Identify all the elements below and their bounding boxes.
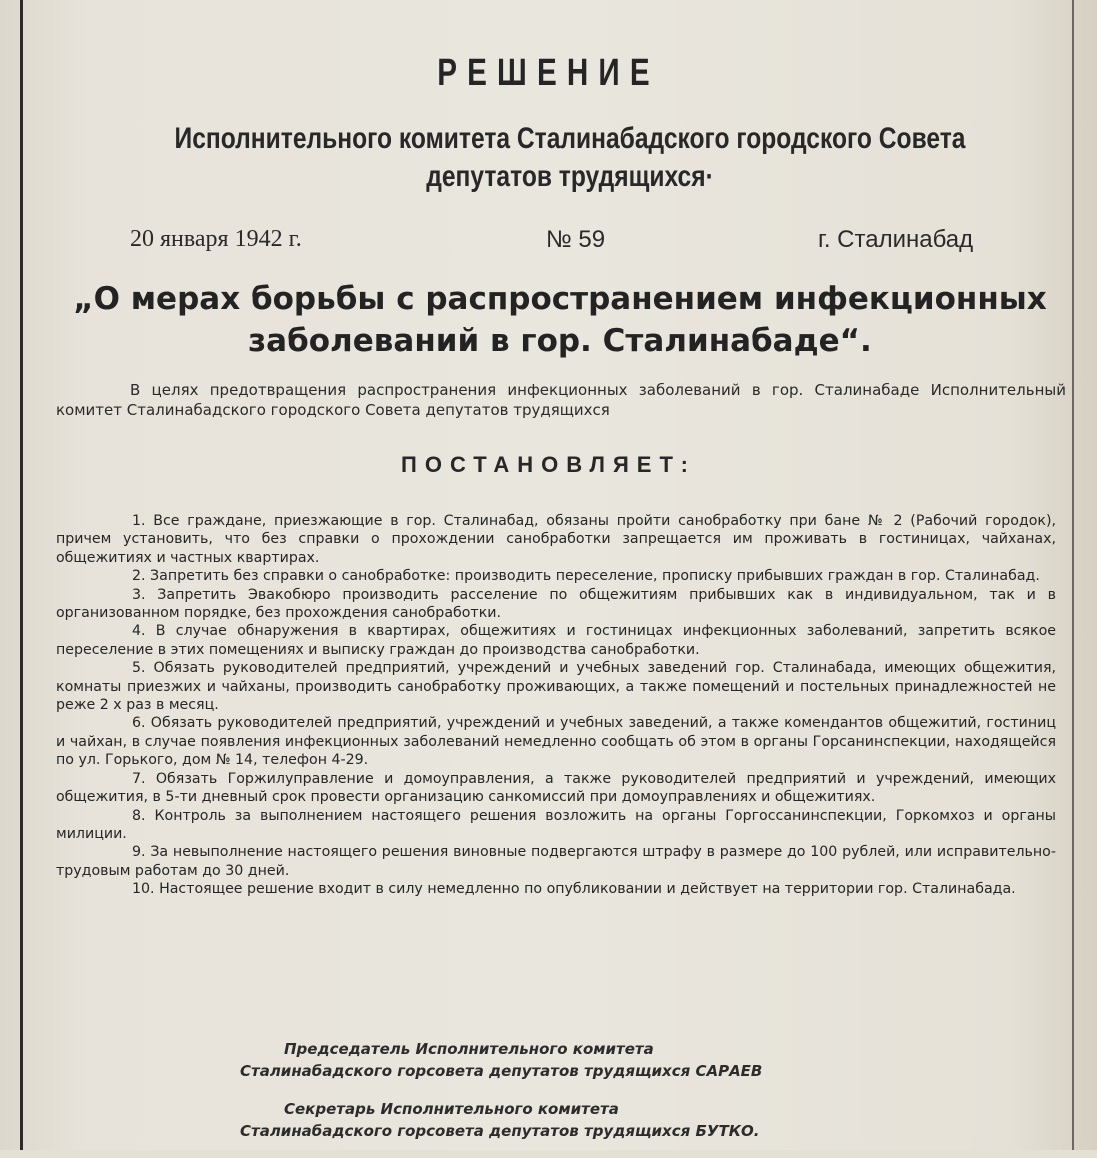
chair-name-line: Сталинабадского горсовета депутатов трудящихся САРАЕВ [240, 1062, 763, 1080]
decision-number: № 59 [546, 226, 606, 253]
resolution-item-6: 6. Обязать руководителей предприятий, учреждений и учебных заведений, а также комендантов общежитий, гостиниц и чайхан, в случае появления инфекционных заболеваний немедленно сообщать об этом в органы Горсанинспекции, находящейся по ул. Горького, дом № 14, телефон 4-29. [56, 715, 1056, 769]
resolution-item-8: 8. Контроль за выполнением настоящего решения возложить на органы Горгосcанинспекции, Горкомхоз и органы милиции. [56, 807, 1056, 842]
resolution-item-7: 7. Обязать Горжилуправление и домоуправления, а также руководителей предприятий и учреждений, имеющих общежития, в 5-ти дневный срок провести организацию санкомиссий при домоуправлениях и общежитиях. [56, 770, 1056, 806]
resolution-item-10: 10. Настоящее решение входит в силу немедленно по опубликовании и действует на территории гор. Сталинабада. [132, 881, 1016, 898]
resolution-item-4: 4. В случае обнаружения в квартирах, общежитиях и гостиницах инфекционных заболеваний, запретить всякое переселение в этих помещениях и выписку граждан до производства санобработки. [56, 623, 1056, 658]
resolution-item-5: 5. Обязать руководителей предприятий, учреждений и учебных заведений гор. Сталинабада, имеющих общежития, комнаты приезжих и чайханы, производить санобработку проживающих, а также помещений и постельных принадлежностей не реже 2 х раз в месяц. [56, 660, 1056, 714]
left-border-rule [20, 0, 23, 1150]
decision-date: 20 января 1942 г. [130, 226, 302, 252]
chair-title: Председатель Исполнительного комитета [284, 1040, 654, 1058]
resolution-item-1: 1. Все граждане, приезжающие в гор. Сталинабад, обязаны пройти санобработку при бане № 2 (Рабочий городок), причем установить, что без справки о прохождении санобработки запрещается им проживать в гостиницах, чайханах, общежитиях и частных квартирах. [56, 513, 1056, 566]
decision-title: „О мерах борьбы с распространением инфекционных заболеваний в гор. Сталинабаде“. [73, 281, 1047, 359]
resolution-item-2: 2. Запретить без справки о санобработке: производить переселение, прописку прибывших граждан в гор. Сталинабад. [132, 568, 1040, 585]
secretary-signature [240, 1098, 1020, 1142]
resolves-heading: ПОСТАНОВЛЯЕТ: [401, 452, 696, 477]
secretary-title: Секретарь Исполнительного комитета [284, 1100, 619, 1118]
resolution-items [56, 512, 1056, 899]
document-heading: РЕШЕНИЕ [437, 52, 660, 94]
issuing-body: Исполнительного комитета Сталинабадского городского Совета депутатов трудящихся· [174, 122, 966, 193]
chair-signature [240, 1038, 1020, 1082]
secretary-name-line: Сталинабадского горсовета депутатов трудящихся БУТКО. [240, 1122, 760, 1140]
signatures [240, 1038, 1020, 1158]
resolution-item-9: 9. За невыполнение настоящего решения виновные подвергаются штрафу в размере до 100 рублей, или исправительно-трудовым работам до 30 дней. [56, 844, 1056, 879]
resolution-item-3: 3. Запретить Эвакобюро производить расселение по общежитиям прибывших как в индивидуальном, так и в организованном порядке, без прохождения санобработки. [56, 586, 1056, 622]
right-border-rule [1072, 0, 1074, 1150]
preamble-paragraph: В целях предотвращения распространения инфекционных заболеваний в гор. Сталинабаде Исполнительный комитет Сталинабадского городского Совета депутатов трудящихся [56, 381, 1066, 419]
decision-city: г. Сталинабад [818, 226, 974, 253]
